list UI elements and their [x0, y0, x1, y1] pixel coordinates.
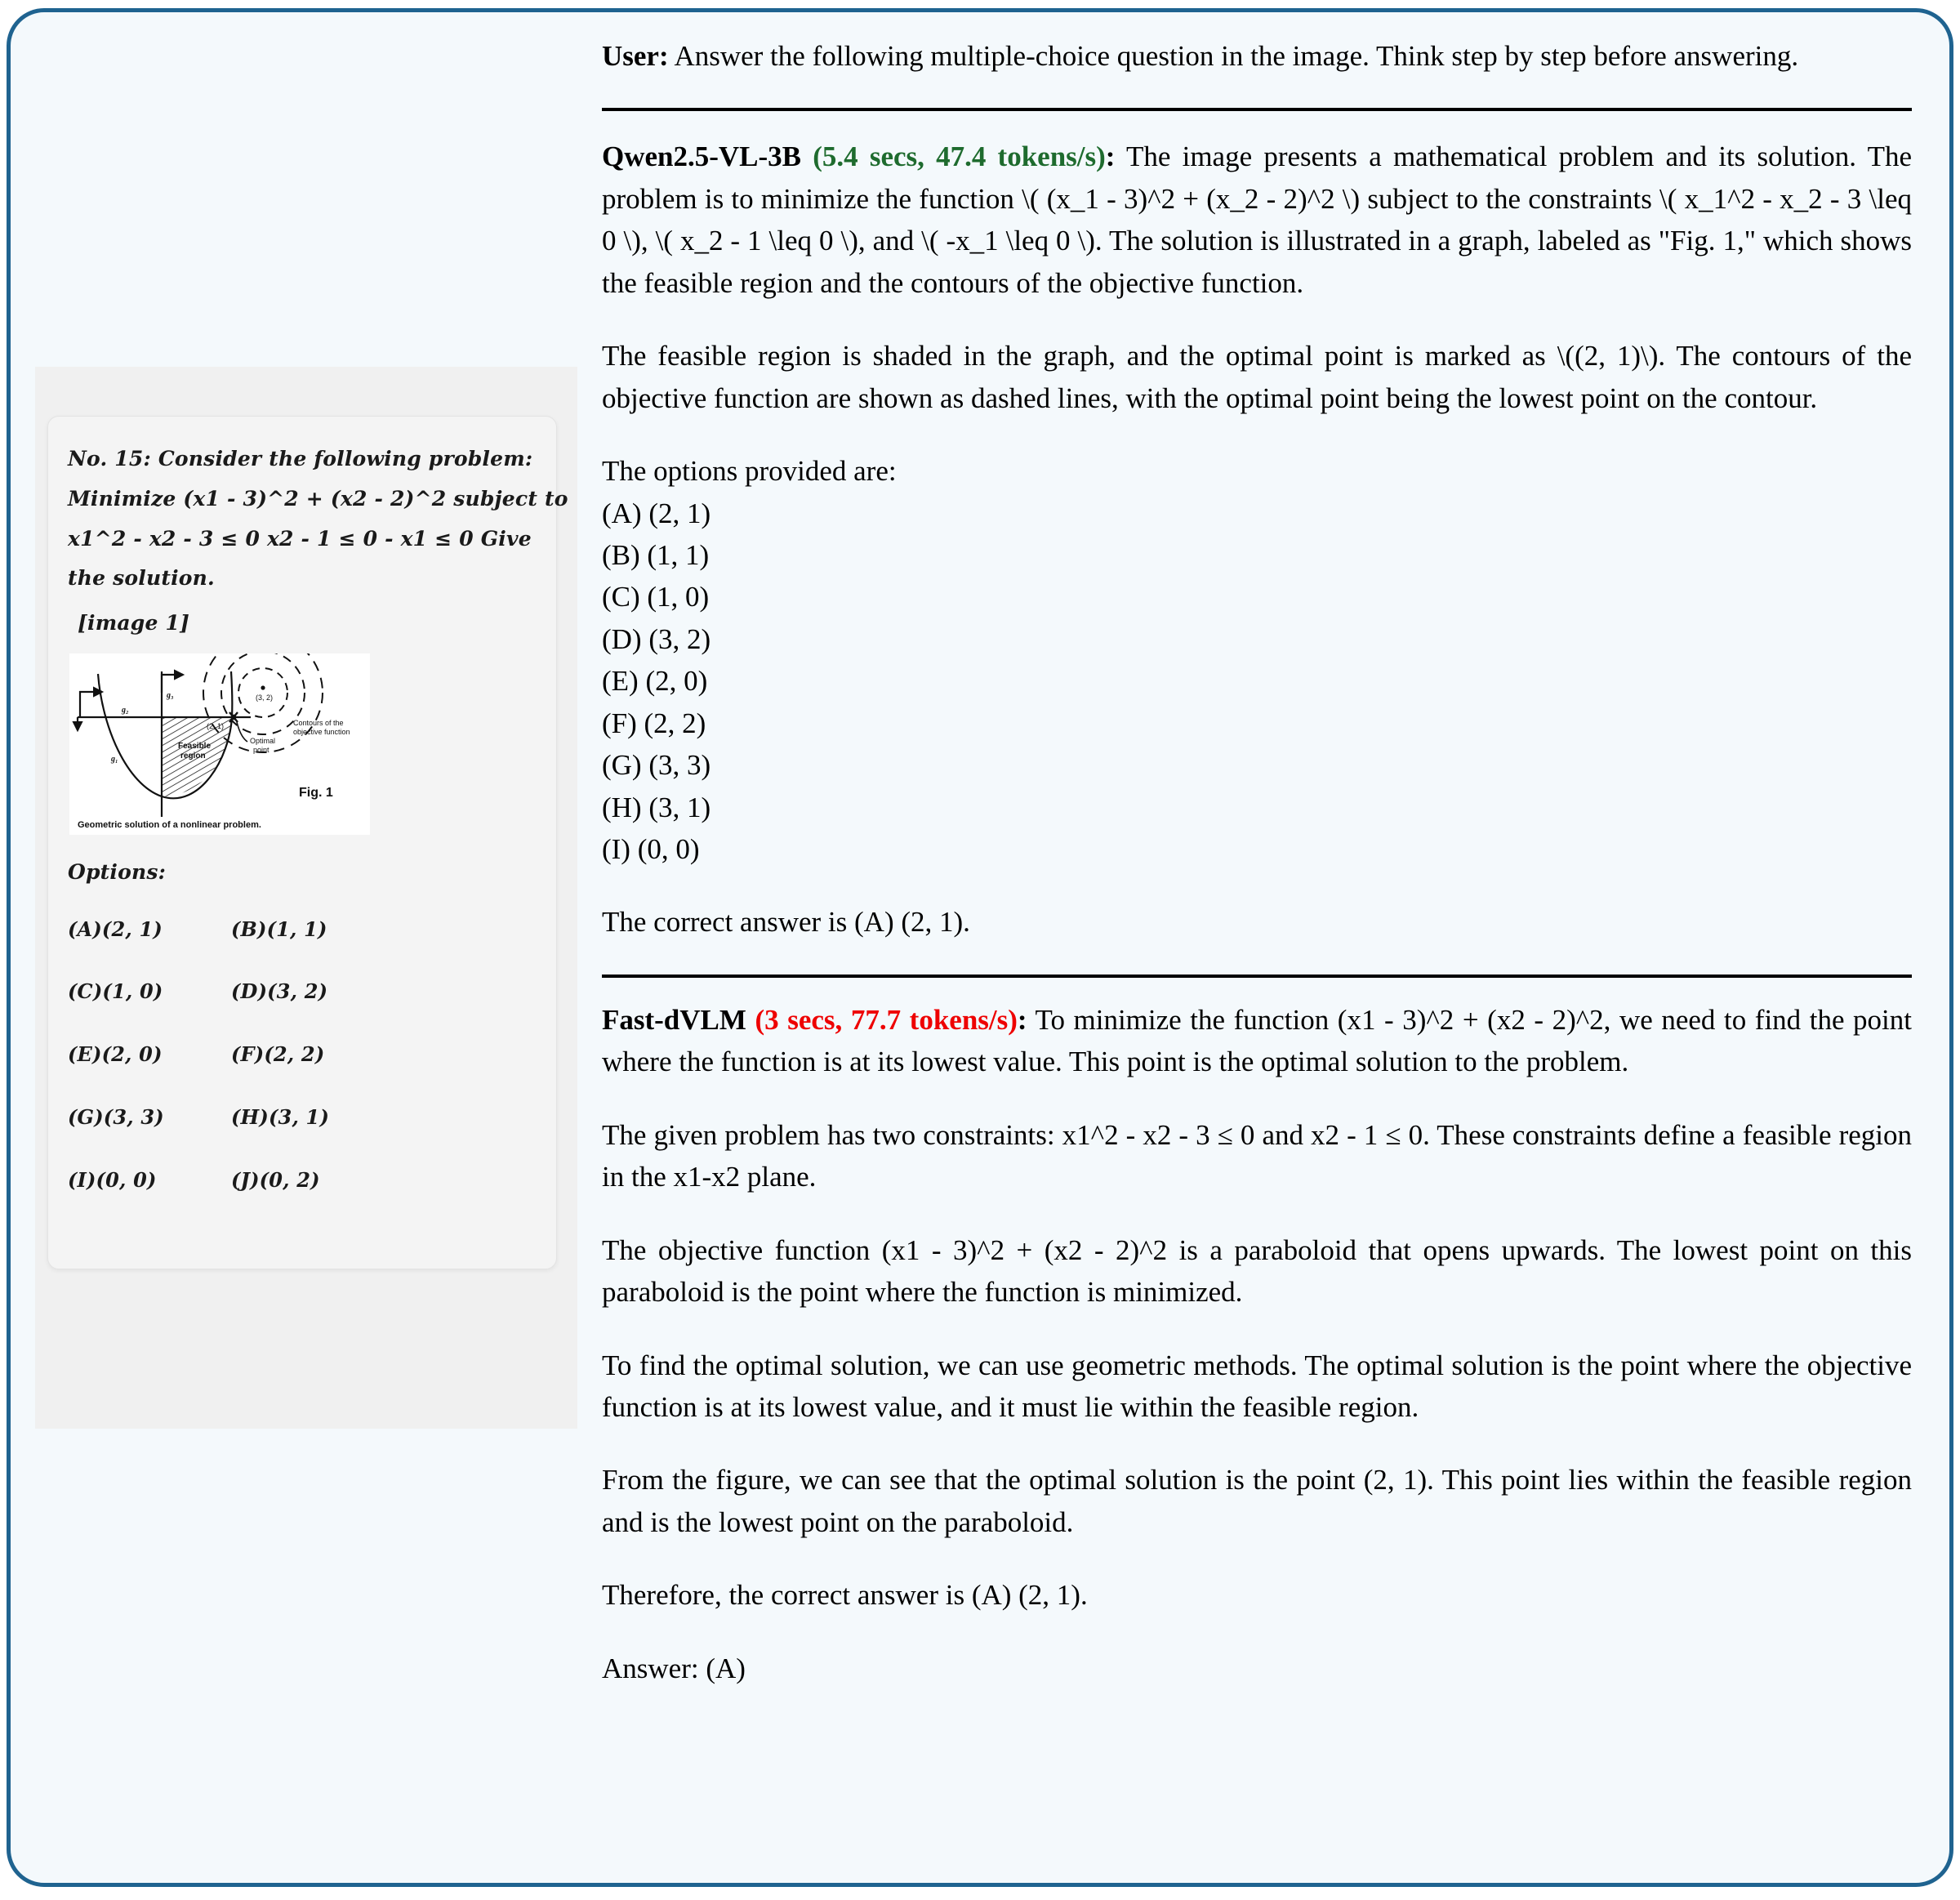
option-h: (H)(3, 1) [231, 1104, 330, 1129]
svg-text:Feasible: Feasible [178, 741, 212, 751]
svg-text:g₁: g₁ [111, 754, 118, 764]
svg-text:(2, 1): (2, 1) [207, 721, 225, 730]
question-image-panel [35, 367, 577, 1429]
option-e: (E)(2, 0) [68, 1042, 163, 1067]
qwen-paragraph-1-text: The image presents a mathematical problem and its solution. The problem is to minimize the function \( (x_1 - 3)^2 + (x_2 - 2)^2 \) subject to the constraints \( x_1^2 - x_2 - 3 \leq 0 \), \( x_2 - 1 \leq 0 \), and \( -x_1 \leq 0 \). The solution is illustrated in a graph, labeled as "Fig. 1," which shows the feasible region and the contours of the objective function. [602, 140, 1912, 299]
fastdvlm-paragraph-1-text: To minimize the function (x1 - 3)^2 + (x2 - 2)^2, we need to find the point where the function is at its lowest value. This point is the optimal solution to the problem. [602, 1003, 1913, 1078]
svg-text:Geometric solution of a nonlin: Geometric solution of a nonlinear problem. [78, 819, 261, 830]
qwen-option-a: (A) (2, 1) [602, 497, 711, 529]
option-j: (J)(0, 2) [231, 1167, 320, 1192]
fastdvlm-turn-paragraph-3: The objective function (x1 - 3)^2 + (x2 - 2)^2 is a paraboloid that opens upwards. The lowest point on this paraboloid is the point where the function is minimized. [602, 1233, 1912, 1309]
fastdvlm-timing-badge: (3 secs, 77.7 tokens/s) [755, 1003, 1018, 1036]
svg-text:objective function: objective function [293, 727, 350, 736]
left-column [11, 12, 574, 1883]
divider-user-qwen [602, 108, 1912, 111]
qwen-option-list [602, 493, 1912, 871]
divider-qwen-fastdvlm [602, 975, 1912, 978]
option-i: (I)(0, 0) [68, 1167, 157, 1192]
qwen-final-answer: The correct answer is (A) (2, 1). [602, 906, 970, 939]
fastdvlm-speaker-label: Fast-dVLM [602, 1003, 746, 1036]
qwen-options-intro: The options provided are: [602, 455, 897, 488]
fastdvlm-turn-paragraph-4: To find the optimal solution, we can use geometric methods. The optimal solution is the point where the objective function is at its lowest value, and it must lie within the feasible region. [602, 1349, 1912, 1423]
fastdvlm-turn-paragraph-1 [602, 999, 1912, 1083]
option-c: (C)(1, 0) [68, 979, 163, 1004]
qwen-turn-paragraph-2: The feasible region is shaded in the graph, and the optimal point is marked as \((2, 1)\). The contours of the objective function are shown as dashed lines, with the optimal point being the lowest point on the contour. [602, 340, 1912, 414]
svg-text:g₃: g₃ [167, 690, 174, 700]
option-d: (D)(3, 2) [231, 979, 328, 1004]
svg-text:point: point [253, 745, 270, 754]
question-line-2: Minimize (x1 - 3)^2 + (x2 - 2)^2 subject to [68, 486, 568, 511]
fastdvlm-final-answer: Answer: (A) [602, 1652, 746, 1684]
svg-text:(3, 2): (3, 2) [256, 693, 274, 702]
qwen-option-d: (D) (3, 2) [602, 622, 711, 655]
options-grid [68, 911, 537, 1200]
qwen-timing-badge: (5.4 secs, 47.4 tokens/s) [813, 140, 1106, 173]
figure-1-diagram [69, 653, 370, 835]
qwen-option-i: (I) (0, 0) [602, 833, 700, 865]
options-label: Options: [68, 859, 167, 884]
qwen-option-b: (B) (1, 1) [602, 538, 710, 571]
option-a: (A)(2, 1) [68, 917, 163, 941]
svg-text:g₂: g₂ [122, 705, 129, 715]
question-card [47, 416, 568, 1269]
image-placeholder-tag: [image 1] [78, 611, 190, 635]
fastdvlm-conclusion: Therefore, the correct answer is (A) (2, 1). [602, 1579, 1088, 1612]
svg-text:region: region [180, 751, 206, 760]
qwen-speaker-label: Qwen2.5-VL-3B [602, 140, 802, 173]
question-line-1: No. 15: Consider the following problem: [68, 447, 533, 471]
qwen-option-g: (G) (3, 3) [602, 749, 711, 782]
transcript-column [574, 12, 1949, 1883]
qwen-option-h: (H) (3, 1) [602, 791, 711, 823]
fastdvlm-turn-paragraph-2: The given problem has two constraints: x1^2 - x2 - 3 ≤ 0 and x2 - 1 ≤ 0. These constraints define a feasible region in the x1-x2 plane. [602, 1118, 1912, 1193]
option-f: (F)(2, 2) [231, 1042, 325, 1067]
question-text-block [68, 439, 568, 644]
qwen-colon: : [1105, 140, 1116, 173]
qwen-option-c: (C) (1, 0) [602, 581, 710, 613]
svg-text:Contours of the: Contours of the [293, 718, 344, 727]
user-speaker-label: User: [602, 40, 669, 72]
qwen-option-f: (F) (2, 2) [602, 707, 706, 739]
svg-text:Fig. 1: Fig. 1 [299, 785, 333, 800]
option-b: (B)(1, 1) [231, 917, 327, 941]
conversation-card [7, 8, 1953, 1887]
svg-text:Optimal: Optimal [250, 736, 276, 745]
fastdvlm-turn-paragraph-5: From the figure, we can see that the optimal solution is the point (2, 1). This point lies within the feasible region and is the lowest point on the paraboloid. [602, 1464, 1912, 1538]
question-line-3: x1^2 - x2 - 3 ≤ 0 x2 - 1 ≤ 0 - x1 ≤ 0 Give [68, 526, 532, 551]
qwen-turn-paragraph-1 [602, 136, 1912, 304]
content-row [11, 12, 1949, 1883]
fastdvlm-colon: : [1017, 1003, 1027, 1036]
qwen-option-e: (E) (2, 0) [602, 665, 708, 698]
question-line-4: the solution. [68, 566, 215, 591]
user-turn [602, 35, 1912, 77]
user-message-text: Answer the following multiple-choice question in the image. Think step by step before answering. [668, 40, 1799, 72]
option-g: (G)(3, 3) [68, 1104, 164, 1129]
